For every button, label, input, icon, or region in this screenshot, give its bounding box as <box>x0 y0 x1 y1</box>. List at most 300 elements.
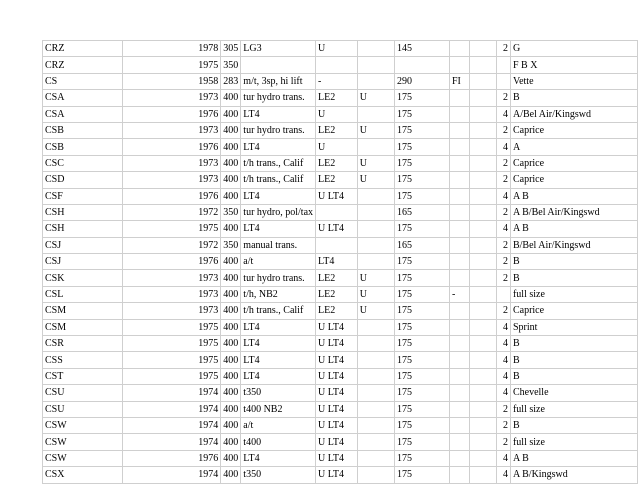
cell-carb: 2 <box>497 41 511 57</box>
cell-rpo2: U <box>357 122 394 138</box>
cell-year: 1976 <box>123 139 221 155</box>
cell-model: A B/Bel Air/Kingswd <box>510 204 637 220</box>
cell-year: 1974 <box>123 434 221 450</box>
table-row <box>43 368 638 384</box>
cell-blank <box>469 188 496 204</box>
cell-cid: 400 <box>221 139 241 155</box>
cell-code: CSS <box>43 352 123 368</box>
cell-blank <box>469 434 496 450</box>
cell-rpo: LE2 <box>316 270 358 286</box>
cell-blank <box>469 90 496 106</box>
cell-model: Chevelle <box>510 385 637 401</box>
cell-fuel <box>449 172 469 188</box>
cell-transmission: t/h trans., Calif <box>241 172 316 188</box>
cell-blank <box>469 57 496 73</box>
table-row <box>43 254 638 270</box>
cell-blank <box>469 221 496 237</box>
cell-hp: 175 <box>394 254 449 270</box>
cell-cid: 305 <box>221 41 241 57</box>
table-row <box>43 57 638 73</box>
table-row <box>43 221 638 237</box>
cell-blank <box>469 450 496 466</box>
cell-year: 1973 <box>123 122 221 138</box>
cell-code: CSA <box>43 106 123 122</box>
cell-rpo: U LT4 <box>316 450 358 466</box>
cell-rpo: LE2 <box>316 172 358 188</box>
cell-model: A B/Kingswd <box>510 467 637 483</box>
cell-rpo: U <box>316 41 358 57</box>
cell-rpo: U LT4 <box>316 319 358 335</box>
table-row <box>43 286 638 302</box>
cell-fuel <box>449 368 469 384</box>
cell-cid: 400 <box>221 303 241 319</box>
table-row <box>43 319 638 335</box>
cell-carb <box>497 73 511 89</box>
cell-fuel <box>449 417 469 433</box>
cell-transmission: t400 NB2 <box>241 401 316 417</box>
cell-year: 1973 <box>123 270 221 286</box>
cell-fuel <box>449 270 469 286</box>
cell-transmission: LG3 <box>241 41 316 57</box>
cell-rpo: U LT4 <box>316 352 358 368</box>
table-row <box>43 188 638 204</box>
cell-fuel <box>449 221 469 237</box>
cell-year: 1975 <box>123 57 221 73</box>
cell-model: B/Bel Air/Kingswd <box>510 237 637 253</box>
cell-carb: 2 <box>497 90 511 106</box>
cell-code: CRZ <box>43 41 123 57</box>
cell-fuel <box>449 106 469 122</box>
cell-code: CSK <box>43 270 123 286</box>
cell-code: CSL <box>43 286 123 302</box>
cell-year: 1976 <box>123 450 221 466</box>
cell-rpo: U LT4 <box>316 336 358 352</box>
cell-model: G <box>510 41 637 57</box>
cell-blank <box>469 352 496 368</box>
cell-carb: 4 <box>497 319 511 335</box>
cell-cid: 400 <box>221 188 241 204</box>
cell-cid: 400 <box>221 106 241 122</box>
cell-code: CST <box>43 368 123 384</box>
cell-transmission: t/h trans., Calif <box>241 155 316 171</box>
cell-code: CSH <box>43 204 123 220</box>
table-row <box>43 106 638 122</box>
cell-fuel <box>449 237 469 253</box>
cell-cid: 400 <box>221 319 241 335</box>
cell-year: 1973 <box>123 90 221 106</box>
cell-fuel <box>449 319 469 335</box>
cell-code: CSC <box>43 155 123 171</box>
table-row <box>43 90 638 106</box>
cell-year: 1974 <box>123 467 221 483</box>
cell-carb: 4 <box>497 221 511 237</box>
cell-blank <box>469 41 496 57</box>
cell-code: CSA <box>43 90 123 106</box>
cell-rpo2 <box>357 467 394 483</box>
cell-rpo: U LT4 <box>316 368 358 384</box>
cell-transmission: tur hydro trans. <box>241 270 316 286</box>
cell-rpo: U LT4 <box>316 434 358 450</box>
cell-transmission: t400 <box>241 434 316 450</box>
cell-cid: 283 <box>221 73 241 89</box>
cell-model: F B X <box>510 57 637 73</box>
cell-hp: 165 <box>394 204 449 220</box>
cell-blank <box>469 172 496 188</box>
cell-year: 1973 <box>123 286 221 302</box>
cell-code: CSR <box>43 336 123 352</box>
cell-fuel <box>449 41 469 57</box>
cell-cid: 350 <box>221 204 241 220</box>
cell-rpo: U LT4 <box>316 385 358 401</box>
cell-rpo2 <box>357 352 394 368</box>
cell-fuel <box>449 467 469 483</box>
cell-rpo2 <box>357 139 394 155</box>
cell-carb: 4 <box>497 106 511 122</box>
cell-code: CSU <box>43 385 123 401</box>
cell-blank <box>469 303 496 319</box>
cell-hp: 175 <box>394 172 449 188</box>
cell-transmission: tur hydro trans. <box>241 90 316 106</box>
cell-blank <box>469 286 496 302</box>
cell-cid: 400 <box>221 434 241 450</box>
cell-carb: 4 <box>497 336 511 352</box>
cell-rpo2 <box>357 450 394 466</box>
cell-code: CSB <box>43 122 123 138</box>
cell-hp: 175 <box>394 352 449 368</box>
cell-model: full size <box>510 434 637 450</box>
cell-fuel <box>449 254 469 270</box>
cell-transmission: LT4 <box>241 221 316 237</box>
cell-code: CSX <box>43 467 123 483</box>
cell-fuel <box>449 122 469 138</box>
cell-cid: 400 <box>221 122 241 138</box>
cell-hp: 175 <box>394 139 449 155</box>
cell-code: CSD <box>43 172 123 188</box>
cell-year: 1974 <box>123 417 221 433</box>
table-row <box>43 155 638 171</box>
cell-rpo2 <box>357 204 394 220</box>
cell-hp: 175 <box>394 106 449 122</box>
cell-transmission: m/t, 3sp, hi lift <box>241 73 316 89</box>
cell-rpo2 <box>357 368 394 384</box>
cell-fuel <box>449 57 469 73</box>
cell-carb: 2 <box>497 122 511 138</box>
cell-hp: 175 <box>394 319 449 335</box>
cell-carb: 4 <box>497 450 511 466</box>
cell-carb: 4 <box>497 368 511 384</box>
cell-rpo: LE2 <box>316 303 358 319</box>
cell-fuel <box>449 303 469 319</box>
table-row <box>43 122 638 138</box>
cell-year: 1975 <box>123 336 221 352</box>
cell-cid: 400 <box>221 221 241 237</box>
cell-model: A B <box>510 221 637 237</box>
cell-code: CSW <box>43 434 123 450</box>
cell-year: 1975 <box>123 368 221 384</box>
cell-carb <box>497 286 511 302</box>
cell-cid: 350 <box>221 57 241 73</box>
cell-transmission: LT4 <box>241 336 316 352</box>
cell-hp <box>394 57 449 73</box>
cell-year: 1973 <box>123 155 221 171</box>
cell-rpo2 <box>357 434 394 450</box>
cell-cid: 400 <box>221 172 241 188</box>
cell-code: CSM <box>43 319 123 335</box>
cell-carb: 4 <box>497 467 511 483</box>
cell-carb: 2 <box>497 434 511 450</box>
cell-transmission: LT4 <box>241 352 316 368</box>
cell-rpo2 <box>357 73 394 89</box>
cell-rpo: LE2 <box>316 90 358 106</box>
cell-blank <box>469 270 496 286</box>
table-row <box>43 434 638 450</box>
cell-year: 1975 <box>123 319 221 335</box>
cell-year: 1975 <box>123 352 221 368</box>
cell-fuel <box>449 204 469 220</box>
cell-cid: 400 <box>221 254 241 270</box>
cell-transmission: LT4 <box>241 139 316 155</box>
cell-fuel: - <box>449 286 469 302</box>
cell-cid: 400 <box>221 450 241 466</box>
table-row <box>43 172 638 188</box>
cell-transmission: LT4 <box>241 188 316 204</box>
cell-rpo: U LT4 <box>316 188 358 204</box>
cell-model: full size <box>510 401 637 417</box>
table-row <box>43 385 638 401</box>
cell-model: B <box>510 254 637 270</box>
cell-blank <box>469 73 496 89</box>
table-row <box>43 401 638 417</box>
cell-model: A B <box>510 450 637 466</box>
cell-blank <box>469 106 496 122</box>
cell-hp: 175 <box>394 417 449 433</box>
cell-blank <box>469 237 496 253</box>
cell-code: CSW <box>43 417 123 433</box>
cell-fuel <box>449 385 469 401</box>
cell-rpo: U <box>316 106 358 122</box>
cell-carb: 2 <box>497 270 511 286</box>
cell-rpo2 <box>357 254 394 270</box>
cell-rpo2: U <box>357 270 394 286</box>
cell-code: CSB <box>43 139 123 155</box>
cell-rpo2: U <box>357 155 394 171</box>
cell-fuel <box>449 90 469 106</box>
cell-year: 1976 <box>123 188 221 204</box>
cell-year: 1974 <box>123 385 221 401</box>
cell-carb: 4 <box>497 188 511 204</box>
table-row <box>43 303 638 319</box>
cell-blank <box>469 139 496 155</box>
cell-code: CSM <box>43 303 123 319</box>
cell-year: 1973 <box>123 303 221 319</box>
cell-code: CSU <box>43 401 123 417</box>
cell-rpo: LT4 <box>316 254 358 270</box>
cell-year: 1972 <box>123 237 221 253</box>
cell-carb: 4 <box>497 352 511 368</box>
cell-transmission: t/h trans., Calif <box>241 303 316 319</box>
cell-model: Vette <box>510 73 637 89</box>
cell-hp: 145 <box>394 41 449 57</box>
cell-year: 1978 <box>123 41 221 57</box>
cell-rpo: LE2 <box>316 122 358 138</box>
cell-rpo <box>316 204 358 220</box>
cell-cid: 400 <box>221 90 241 106</box>
table-row <box>43 73 638 89</box>
cell-code: CSW <box>43 450 123 466</box>
cell-hp: 175 <box>394 450 449 466</box>
cell-blank <box>469 254 496 270</box>
cell-carb: 2 <box>497 237 511 253</box>
cell-year: 1958 <box>123 73 221 89</box>
cell-carb: 2 <box>497 417 511 433</box>
cell-hp: 175 <box>394 467 449 483</box>
cell-blank <box>469 319 496 335</box>
cell-rpo: U LT4 <box>316 401 358 417</box>
cell-year: 1972 <box>123 204 221 220</box>
cell-blank <box>469 155 496 171</box>
cell-transmission: tur hydro, pol/tax <box>241 204 316 220</box>
cell-fuel <box>449 336 469 352</box>
cell-fuel <box>449 139 469 155</box>
cell-rpo2 <box>357 106 394 122</box>
cell-transmission: LT4 <box>241 106 316 122</box>
cell-fuel <box>449 434 469 450</box>
cell-model: B <box>510 90 637 106</box>
cell-hp: 175 <box>394 270 449 286</box>
cell-cid: 400 <box>221 401 241 417</box>
cell-model: B <box>510 368 637 384</box>
cell-transmission: a/t <box>241 417 316 433</box>
cell-code: CSH <box>43 221 123 237</box>
cell-hp: 175 <box>394 221 449 237</box>
cell-fuel <box>449 188 469 204</box>
cell-year: 1976 <box>123 254 221 270</box>
cell-blank <box>469 368 496 384</box>
cell-year: 1976 <box>123 106 221 122</box>
cell-transmission: a/t <box>241 254 316 270</box>
cell-transmission: tur hydro trans. <box>241 122 316 138</box>
cell-blank <box>469 336 496 352</box>
cell-rpo2: U <box>357 172 394 188</box>
cell-cid: 400 <box>221 467 241 483</box>
cell-cid: 400 <box>221 417 241 433</box>
cell-carb: 2 <box>497 303 511 319</box>
cell-model: B <box>510 270 637 286</box>
cell-carb: 2 <box>497 155 511 171</box>
cell-rpo <box>316 57 358 73</box>
cell-fuel <box>449 352 469 368</box>
cell-model: B <box>510 417 637 433</box>
table-row <box>43 237 638 253</box>
cell-hp: 175 <box>394 385 449 401</box>
cell-rpo2 <box>357 41 394 57</box>
table-row <box>43 336 638 352</box>
cell-code: CRZ <box>43 57 123 73</box>
cell-model: Caprice <box>510 172 637 188</box>
cell-model: A/Bel Air/Kingswd <box>510 106 637 122</box>
cell-hp: 290 <box>394 73 449 89</box>
cell-transmission: t/h, NB2 <box>241 286 316 302</box>
cell-carb: 4 <box>497 385 511 401</box>
cell-hp: 175 <box>394 434 449 450</box>
cell-model: A B <box>510 188 637 204</box>
cell-transmission <box>241 57 316 73</box>
cell-carb <box>497 57 511 73</box>
cell-rpo <box>316 237 358 253</box>
cell-fuel: FI <box>449 73 469 89</box>
cell-rpo: LE2 <box>316 155 358 171</box>
cell-model: B <box>510 336 637 352</box>
cell-rpo: U <box>316 139 358 155</box>
engine-code-table <box>42 40 638 484</box>
cell-cid: 400 <box>221 270 241 286</box>
cell-year: 1975 <box>123 221 221 237</box>
cell-code: CS <box>43 73 123 89</box>
cell-blank <box>469 417 496 433</box>
cell-rpo2: U <box>357 90 394 106</box>
cell-hp: 175 <box>394 303 449 319</box>
cell-model: Caprice <box>510 155 637 171</box>
cell-carb: 2 <box>497 204 511 220</box>
cell-hp: 175 <box>394 286 449 302</box>
cell-rpo2 <box>357 188 394 204</box>
cell-rpo2: U <box>357 286 394 302</box>
cell-cid: 400 <box>221 155 241 171</box>
cell-cid: 400 <box>221 286 241 302</box>
cell-model: Sprint <box>510 319 637 335</box>
cell-cid: 400 <box>221 336 241 352</box>
cell-model: A <box>510 139 637 155</box>
cell-rpo: LE2 <box>316 286 358 302</box>
cell-year: 1974 <box>123 401 221 417</box>
cell-carb: 4 <box>497 139 511 155</box>
cell-rpo2: U <box>357 303 394 319</box>
cell-fuel <box>449 155 469 171</box>
cell-blank <box>469 467 496 483</box>
cell-blank <box>469 385 496 401</box>
cell-transmission: manual trans. <box>241 237 316 253</box>
cell-rpo2 <box>357 385 394 401</box>
cell-rpo2 <box>357 417 394 433</box>
cell-hp: 175 <box>394 90 449 106</box>
cell-transmission: t350 <box>241 385 316 401</box>
table-row <box>43 450 638 466</box>
cell-rpo: U LT4 <box>316 417 358 433</box>
table-row <box>43 204 638 220</box>
cell-rpo: U LT4 <box>316 221 358 237</box>
cell-transmission: LT4 <box>241 450 316 466</box>
cell-rpo2 <box>357 57 394 73</box>
cell-hp: 175 <box>394 188 449 204</box>
cell-hp: 175 <box>394 401 449 417</box>
cell-carb: 2 <box>497 401 511 417</box>
cell-rpo2 <box>357 221 394 237</box>
spreadsheet <box>42 40 638 484</box>
table-row <box>43 41 638 57</box>
cell-rpo: U LT4 <box>316 467 358 483</box>
cell-rpo2 <box>357 237 394 253</box>
cell-cid: 400 <box>221 352 241 368</box>
cell-carb: 2 <box>497 172 511 188</box>
cell-hp: 175 <box>394 155 449 171</box>
cell-transmission: LT4 <box>241 368 316 384</box>
cell-cid: 400 <box>221 385 241 401</box>
cell-rpo2 <box>357 336 394 352</box>
table-row <box>43 352 638 368</box>
table-row <box>43 139 638 155</box>
cell-model: full size <box>510 286 637 302</box>
cell-code: CSJ <box>43 237 123 253</box>
